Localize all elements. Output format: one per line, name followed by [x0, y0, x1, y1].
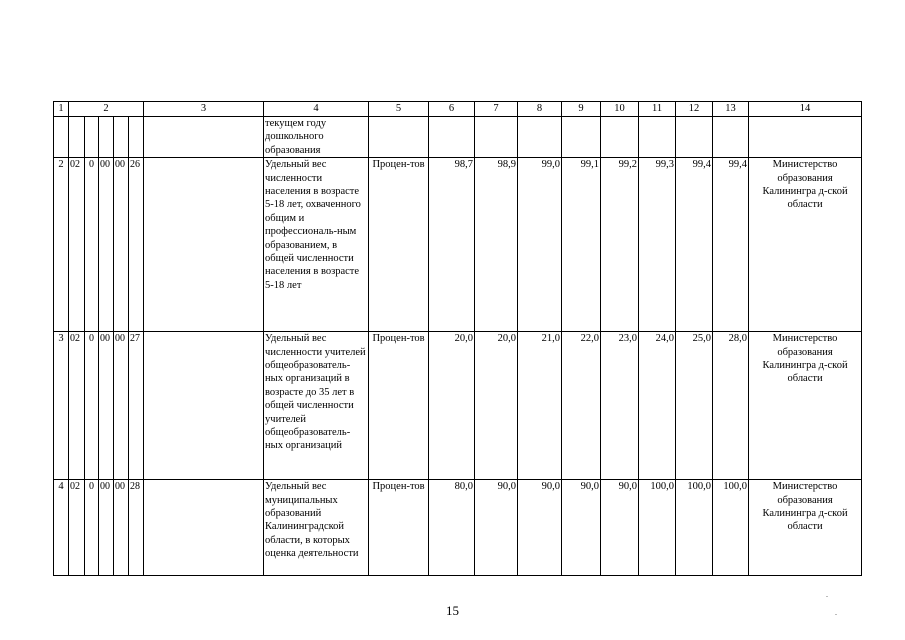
unit: Процен-тов — [369, 158, 429, 332]
empty-col-3 — [144, 480, 264, 576]
unit: Процен-тов — [369, 480, 429, 576]
value: 80,0 — [429, 480, 475, 576]
code-part: 00 — [99, 158, 114, 332]
value: 99,3 — [639, 158, 676, 332]
value: 99,1 — [562, 158, 601, 332]
code-part: 00 — [99, 332, 114, 480]
code-part: 00 — [114, 332, 129, 480]
value: 28,0 — [713, 332, 749, 480]
value: 20,0 — [429, 332, 475, 480]
code-part: 00 — [114, 158, 129, 332]
row-number: 2 — [54, 158, 69, 332]
code-part: 02 — [69, 158, 85, 332]
value: 25,0 — [676, 332, 713, 480]
indicator-name: Удельный вес численности населения в возрасте 5-18 лет, охваченного общим и профессиональ-ным образованием, в общей численности населения в возрасте 5-18 лет — [264, 158, 369, 332]
code-part: 00 — [114, 480, 129, 576]
value: 21,0 — [518, 332, 562, 480]
value: 100,0 — [713, 480, 749, 576]
value: 100,0 — [676, 480, 713, 576]
table-row — [54, 332, 862, 480]
scan-speck — [826, 596, 828, 597]
unit: Процен-тов — [369, 332, 429, 480]
responsible-agency: Министерство образования Калинингра д-ской области — [749, 480, 862, 576]
indicator-name: текущем году дошкольного образования — [264, 117, 369, 158]
value: 98,9 — [475, 158, 518, 332]
row-number: 3 — [54, 332, 69, 480]
header-col-3: 3 — [144, 102, 264, 117]
code-part: 02 — [69, 480, 85, 576]
value: 99,4 — [676, 158, 713, 332]
code-part: 0 — [85, 158, 99, 332]
code-part: 0 — [85, 480, 99, 576]
value: 99,2 — [601, 158, 639, 332]
value: 90,0 — [562, 480, 601, 576]
value: 24,0 — [639, 332, 676, 480]
responsible-agency: Министерство образования Калинингра д-ской области — [749, 332, 862, 480]
header-col-12: 12 — [676, 102, 713, 117]
header-col-5: 5 — [369, 102, 429, 117]
value: 90,0 — [601, 480, 639, 576]
code-part: 27 — [129, 332, 144, 480]
header-col-14: 14 — [749, 102, 862, 117]
header-row — [54, 102, 862, 117]
value: 90,0 — [475, 480, 518, 576]
header-col-7: 7 — [475, 102, 518, 117]
empty-col-3 — [144, 158, 264, 332]
code-part: 00 — [99, 480, 114, 576]
value: 98,7 — [429, 158, 475, 332]
code-part: 0 — [85, 332, 99, 480]
value: 100,0 — [639, 480, 676, 576]
header-col-2: 2 — [69, 102, 144, 117]
value: 20,0 — [475, 332, 518, 480]
indicator-name: Удельный вес численности учителей общеобразователь-ных организаций в возрасте до 35 лет в общей численности учителей общеобразователь-ных организаций — [264, 332, 369, 480]
header-col-6: 6 — [429, 102, 475, 117]
responsible-agency: Министерство образования Калинингра д-ской области — [749, 158, 862, 332]
code-part: 02 — [69, 332, 85, 480]
header-col-4: 4 — [264, 102, 369, 117]
page-number: 15 — [446, 603, 459, 618]
value: 90,0 — [518, 480, 562, 576]
scan-speck — [835, 614, 837, 615]
table-row — [54, 158, 862, 332]
header-col-9: 9 — [562, 102, 601, 117]
header-col-8: 8 — [518, 102, 562, 117]
header-col-11: 11 — [639, 102, 676, 117]
continuation-row — [54, 117, 862, 158]
code-part: 26 — [129, 158, 144, 332]
empty-col-3 — [144, 332, 264, 480]
header-col-13: 13 — [713, 102, 749, 117]
value: 23,0 — [601, 332, 639, 480]
header-col-1: 1 — [54, 102, 69, 117]
code-part: 28 — [129, 480, 144, 576]
row-number: 4 — [54, 480, 69, 576]
indicator-name: Удельный вес муниципальных образований Калининградской области, в которых оценка деятельности — [264, 480, 369, 576]
indicators-table — [53, 101, 862, 576]
header-col-10: 10 — [601, 102, 639, 117]
value: 22,0 — [562, 332, 601, 480]
table-row — [54, 480, 862, 576]
value: 99,4 — [713, 158, 749, 332]
value: 99,0 — [518, 158, 562, 332]
